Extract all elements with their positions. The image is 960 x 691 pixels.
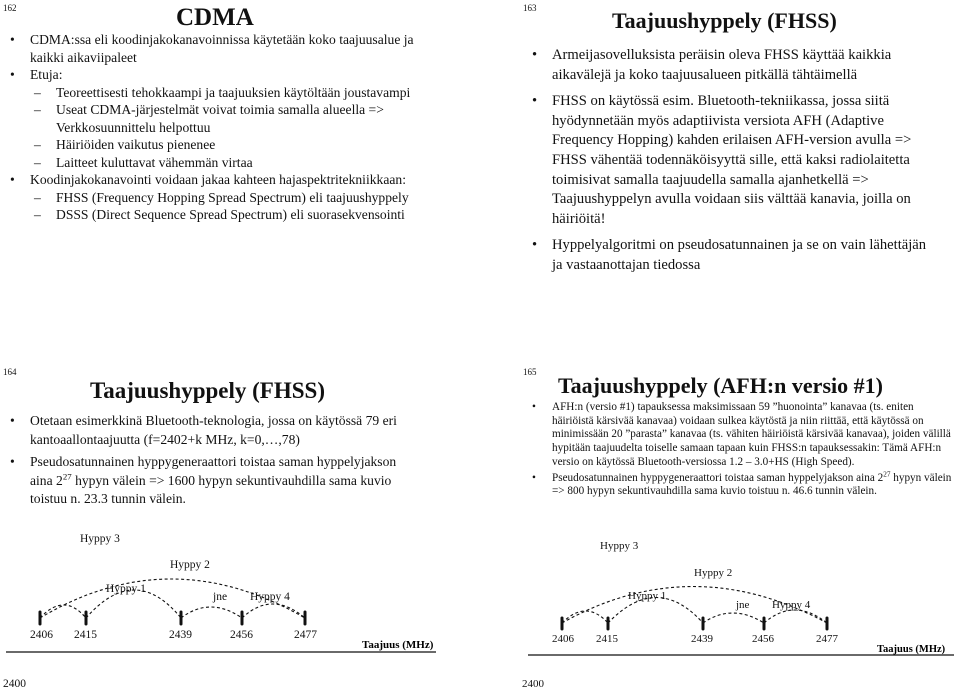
hop-4-arc <box>242 604 305 618</box>
hop-4-label: Hyppy 4 <box>250 591 290 603</box>
hop-2-label: Hyppy 2 <box>170 559 210 571</box>
baseline-label: 2400 <box>522 678 544 690</box>
page-number: 164 <box>3 367 17 377</box>
hop-diagram <box>522 532 960 691</box>
baseline-label: 2400 <box>3 678 26 690</box>
bullet-item: • Pseudosatunnainen hyppygeneraattori toistaa saman hyppelyjakson aina $2^{27}$ hypyn välein => 1600 hypyn sekuntivauhdilla sama kuvio toistuu n. 23.3 tunnin välein. <box>8 453 413 509</box>
hop-3-label: Hyppy 3 <box>80 533 120 545</box>
page-number: 163 <box>523 3 537 13</box>
hop-1-label: Hyppy 1 <box>106 583 146 595</box>
slide-162 <box>0 0 480 345</box>
slide-165 <box>480 345 960 691</box>
bullet-item: • Etuja: – Teoreettisesti tehokkaampi ja taajuuksien käytöltään joustavampi – Useat CDMA-järjestelmät voivat toimia samalla alueella => Verkkosuunnittelu helpottuu – Häiriöiden vaikutus pienenee – Laitteet kuluttavat vähemmän virtaa <box>8 66 423 171</box>
bullet-item: • Pseudosatunnainen hyppygeneraattori toistaa saman hyppelyjakson aina $2^{27}$ hypyn välein => 800 hypyn sekuntivauhdilla sama kuvio toistuu n. 46.6 tunnin välein. <box>530 472 955 499</box>
hop-1-arc <box>40 605 86 618</box>
sub-item: – Useat CDMA-järjestelmät voivat toimia samalla alueella => Verkkosuunnittelu helpottuu <box>30 101 423 136</box>
sub-item: – DSSS (Direct Sequence Spread Spectrum) eli suorasekvensointi <box>30 206 423 224</box>
sub-list <box>30 189 423 224</box>
page-number: 165 <box>523 367 537 377</box>
jne-label: jne <box>213 591 228 603</box>
tick-label: 2406 <box>552 633 574 645</box>
tick-label: 2477 <box>294 629 317 641</box>
bullet-item: • AFH:n (versio #1) tapauksessa maksimissaan 59 ”huonointa” kanavaa (ts. eniten häiriöistä kärsivää kanavaa) voidaan sulkea käytöstä ja niin riittää, että käytössä on minimissään 20 ”parasta” kanavaa (ts. vähiten häiriöistä kärsivää kanavaa), joiden välillä hypitään taajuudelta toiselle samaan tapaan kuin FHSS:n tapauksessakin: Tämä AFH:n versio on käytössä Bluetooth-versiossa 1.2 – 3.0+HS (High Speed). <box>530 401 955 470</box>
tick-label: 2439 <box>691 633 713 645</box>
sub-item: – Häiriöiden vaikutus pienenee <box>30 136 423 154</box>
slide-title: Taajuushyppely (FHSS) <box>90 378 325 403</box>
bullet-item: • Koodinjakokanavointi voidaan jakaa kahteen hajaspektritekniikkaan: – FHSS (Frequency Hopping Spread Spectrum) eli taajuushyppely – DSSS (Direct Sequence Spread Spectrum) eli suorasekvensointi <box>8 171 423 224</box>
tick-label: 2477 <box>816 633 838 645</box>
hop-1-label: Hyppy 1 <box>628 590 667 602</box>
bullet-list <box>8 31 423 224</box>
tick-label: 2456 <box>230 629 253 641</box>
hop-3-label: Hyppy 3 <box>600 540 639 552</box>
slide-title: CDMA <box>176 4 254 31</box>
sub-item: – Teoreettisesti tehokkaampi ja taajuuksien käytöltään joustavampi <box>30 84 423 102</box>
jne-label: jne <box>736 599 750 611</box>
tick-label: 2406 <box>30 629 53 641</box>
axis-label: Taajuus (MHz) <box>362 639 434 651</box>
jne-arc <box>703 613 764 623</box>
tick-label: 2415 <box>596 633 618 645</box>
tick-label: 2415 <box>74 629 97 641</box>
tick-label: 2456 <box>752 633 774 645</box>
slide-163 <box>480 0 960 345</box>
slide-title: Taajuushyppely (FHSS) <box>612 8 837 33</box>
bullet-item: • Armeijasovelluksista peräisin oleva FHSS käyttää kaikkia aikavälejä ja koko taajuusalueen pitkällä tähtäimellä <box>530 46 940 85</box>
bullet-list <box>530 46 940 276</box>
page-number: 162 <box>3 3 17 13</box>
bullet-item: • FHSS on käytössä esim. Bluetooth-tekniikassa, jossa siitä hyödynnetään myös adaptiivista versiota AFH (Adaptive Frequency Hopping) kahden erilaisen AFH-version avulla => FHSS vähentää todennäköisyyttä sille, että kaksi radiolaitetta toimisivat samalla taajuudella samalla ajanhetkellä => Taajuushyppelyn avulla voidaan siis välttää kanavia, joilla on häiriöitä! <box>530 92 940 229</box>
hop-2-label: Hyppy 2 <box>694 567 733 579</box>
tick-label: 2439 <box>169 629 192 641</box>
jne-arc <box>181 607 242 618</box>
bullet-item: • Otetaan esimerkkinä Bluetooth-teknologia, jossa on käytössä 79 eri kantoaallontaajuutta (f=2402+k MHz, k=0,…,78) <box>8 412 413 449</box>
bullet-list <box>530 401 955 499</box>
hop-4-label: Hyppy 4 <box>772 599 811 611</box>
bullet-item: • Hyppelyalgoritmi on pseudosatunnainen ja se on vain lähettäjän ja vastaanottajan tiedossa <box>530 236 940 275</box>
bullet-list <box>8 412 413 509</box>
slide-title: Taajuushyppely (AFH:n versio #1) <box>558 373 883 398</box>
sub-item: – Laitteet kuluttavat vähemmän virtaa <box>30 154 423 172</box>
axis-label: Taajuus (MHz) <box>877 644 946 655</box>
bullet-item: • CDMA:ssa eli koodinjakokanavoinnissa käytetään koko taajuusalue ja kaikki aikaviipaleet <box>8 31 423 66</box>
slide-164 <box>0 345 480 691</box>
hop-diagram <box>0 520 480 691</box>
sub-item: – FHSS (Frequency Hopping Spread Spectrum) eli taajuushyppely <box>30 189 423 207</box>
hop-4-arc <box>764 610 827 623</box>
hop-1-arc <box>562 611 608 623</box>
sub-list <box>30 84 423 172</box>
